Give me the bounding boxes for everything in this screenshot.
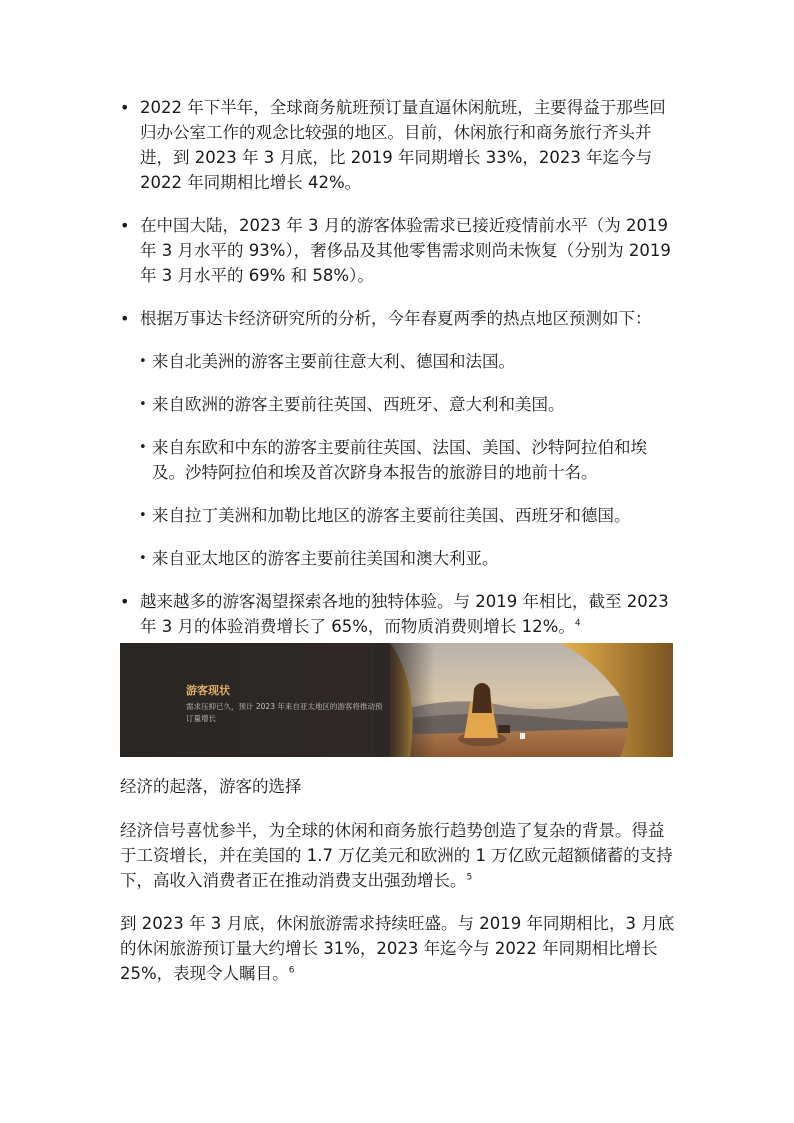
traveler-scene-image <box>120 643 673 757</box>
sub-bullet-text: 来自欧洲的游客主要前往英国、西班牙、意大利和美国。 <box>152 395 565 414</box>
footnote-ref: 6 <box>288 965 295 976</box>
bullet-dot-icon: • <box>120 309 130 328</box>
footnote-ref: 5 <box>466 872 473 883</box>
sub-bullet-text: 来自北美洲的游客主要前往意大利、德国和法国。 <box>152 352 515 371</box>
sub-bullet-item <box>139 546 676 571</box>
sub-bullet-item <box>139 392 676 417</box>
body-paragraph <box>120 818 676 893</box>
paragraph-text: 到 2023 年 3 月底，休闲旅游需求持续旺盛。与 2019 年同期相比，3 月底的休闲旅游预订量大约增长 31%，2023 年迄今与 2022 年同期相比增长 25%，表现令人瞩目。 <box>120 914 675 983</box>
sub-bullet-item <box>139 503 676 528</box>
bullet-item <box>120 95 676 195</box>
bullet-dot-icon: • <box>139 508 147 523</box>
bullet-text: 2022 年下半年，全球商务航班预订量直逼休闲航班，主要得益于那些回归办公室工作的观念比较强的地区。目前，休闲旅行和商务旅行齐头并进，到 2023 年 3 月底，比 2019 年同期增长 33%，2023 年迄今与 2022 年同期相比增长 42%。 <box>140 98 666 192</box>
banner-title: 游客现状 <box>186 684 230 697</box>
sub-bullet-item <box>139 349 676 374</box>
section-heading: 经济的起落，游客的选择 <box>120 777 302 796</box>
bullet-dot-icon: • <box>139 354 147 369</box>
bullet-item <box>120 213 676 288</box>
bullet-dot-icon: • <box>120 216 130 235</box>
bullet-item <box>120 589 676 639</box>
bullet-dot-icon: • <box>139 397 147 412</box>
bullet-dot-icon: • <box>120 592 130 611</box>
bullet-dot-icon: • <box>139 551 147 566</box>
banner-subtitle: 需求压抑已久，预计 2023 年来自亚太地区的游客将推动预订量增长 <box>186 702 383 723</box>
bullet-text: 在中国大陆，2023 年 3 月的游客体验需求已接近疫情前水平（为 2019 年 3 月水平的 93%），奢侈品及其他零售需求则尚未恢复（分别为 2019 年 3 月水平的 69% 和 58%）。 <box>140 216 671 285</box>
sub-bullet-text: 来自拉丁美洲和加勒比地区的游客主要前往美国、西班牙和德国。 <box>152 506 631 525</box>
bullet-dot-icon: • <box>120 98 130 117</box>
footnote-ref: 4 <box>574 618 581 629</box>
sub-bullet-text: 来自东欧和中东的游客主要前往英国、法国、美国、沙特阿拉伯和埃及。沙特阿拉伯和埃及首次跻身本报告的旅游目的地前十名。 <box>152 438 647 482</box>
bullet-item <box>120 306 676 331</box>
bullet-text: 根据万事达卡经济研究所的分析，今年春夏两季的热点地区预测如下： <box>140 309 652 328</box>
body-paragraph <box>120 911 676 986</box>
sub-bullet-text: 来自亚太地区的游客主要前往美国和澳大利亚。 <box>152 549 499 568</box>
bullet-text: 越来越多的游客渴望探索各地的独特体验。与 2019 年相比，截至 2023 年 3 月的体验消费增长了 65%，而物质消费则增长 12%。 <box>140 592 669 636</box>
sub-bullet-item <box>139 435 676 485</box>
hero-banner <box>120 643 673 757</box>
paragraph-text: 经济信号喜忧参半，为全球的休闲和商务旅行趋势创造了复杂的背景。得益于工资增长，并在美国的 1.7 万亿美元和欧洲的 1 万亿欧元超额储蓄的支持下，高收入消费者正在推动消费支出强劲增长。 <box>120 821 673 890</box>
body-paragraphs <box>120 818 676 1004</box>
bullet-dot-icon: • <box>139 440 147 455</box>
bullet-list <box>120 95 676 657</box>
